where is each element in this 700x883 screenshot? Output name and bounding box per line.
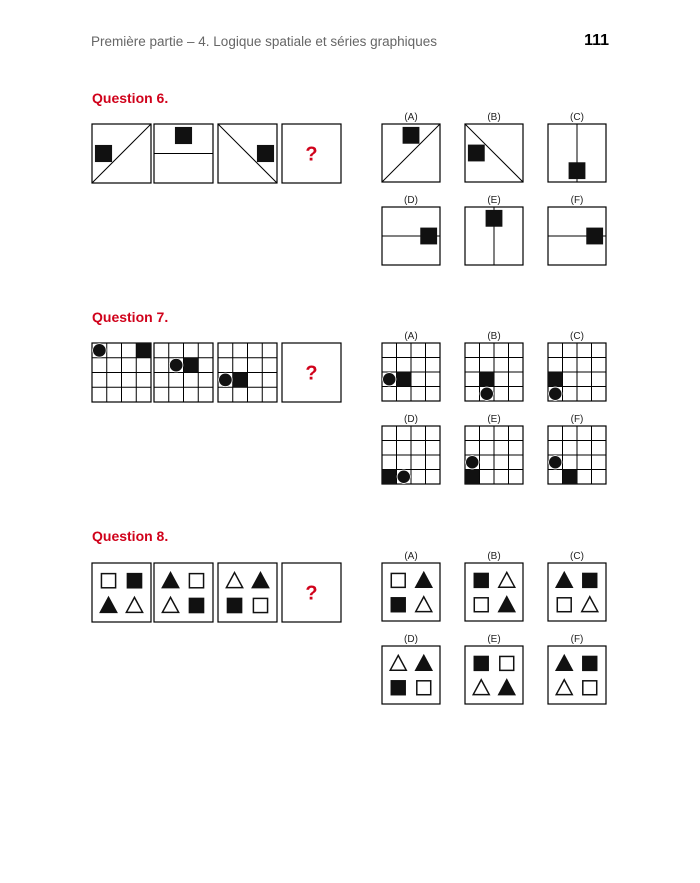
filled-square [227,598,241,612]
question-7-title: Question 7. [92,309,169,325]
open-square [189,574,203,588]
question-6-figures [92,112,606,265]
option-label: (C) [570,551,584,562]
filled-square [583,573,597,587]
open-square [474,598,488,612]
sequence-box [92,563,151,622]
option-label: (D) [404,414,418,425]
running-header: Première partie – 4. Logique spatiale et séries graphiques [91,34,437,49]
open-square [557,598,571,612]
black-circle [549,456,562,469]
option-box [382,195,440,265]
open-square [583,681,597,695]
black-square [382,470,397,485]
black-square [586,228,603,245]
question-mark: ? [305,143,318,166]
open-square [391,573,405,587]
filled-square [474,656,488,670]
option-box [548,414,606,484]
open-square [101,574,115,588]
option-box [548,551,606,621]
option-box [465,331,523,401]
black-circle [219,373,233,387]
option-box [465,551,523,621]
option-label: (B) [487,551,501,562]
option-label: (B) [487,331,501,342]
filled-square [189,598,203,612]
option-label: (F) [570,195,584,206]
black-square [569,162,586,179]
sequence-box [92,343,151,402]
black-square [420,228,437,245]
option-box [382,331,440,401]
black-circle [480,387,493,400]
open-square [253,598,267,612]
sequence-row [92,343,341,402]
sequence-box [218,343,277,402]
black-circle [169,358,183,372]
unknown-box [282,343,341,402]
option-label: (F) [570,414,584,425]
black-square [480,372,495,387]
black-square [175,127,192,144]
option-box [548,112,606,182]
option-label: (A) [404,331,418,342]
question-7-figures [92,331,606,484]
options-grid [382,551,606,704]
black-circle [549,387,562,400]
option-label: (C) [570,112,584,123]
sequence-box [154,124,213,183]
option-box [382,414,440,484]
sequence-box [92,124,151,183]
option-label: (F) [570,634,584,645]
option-box [382,112,440,182]
option-box [465,112,523,182]
black-square [548,372,563,387]
sequence-row [92,563,341,622]
option-label: (C) [570,331,584,342]
filled-square [127,574,141,588]
option-label: (E) [487,634,501,645]
option-box [465,195,523,265]
question-6-title: Question 6. [92,90,169,106]
open-square [417,681,431,695]
open-square [500,656,514,670]
sequence-row [92,124,341,183]
black-square [136,343,151,358]
black-square [397,372,412,387]
option-label: (B) [487,112,501,123]
option-label: (A) [404,112,418,123]
black-square [486,210,503,227]
filled-square [583,656,597,670]
black-square [563,470,578,485]
black-square [95,145,112,162]
option-label: (D) [404,195,418,206]
options-grid [382,331,606,484]
black-square [257,145,274,162]
option-box [382,551,440,621]
option-box [382,634,440,704]
black-square [468,145,485,162]
black-square [233,373,248,388]
option-box [548,634,606,704]
option-box [548,195,606,265]
black-circle [93,344,107,358]
unknown-box [282,563,341,622]
black-square [403,127,420,144]
sequence-box [218,563,277,622]
question-mark: ? [305,362,318,385]
question-8-title: Question 8. [92,528,169,544]
sequence-box [154,343,213,402]
sequence-box [218,124,277,183]
black-circle [466,456,479,469]
option-box [465,634,523,704]
black-circle [383,373,396,386]
filled-square [391,681,405,695]
option-label: (D) [404,634,418,645]
black-square [465,470,480,485]
option-label: (E) [487,195,501,206]
question-8-figures [92,551,606,704]
option-box [465,414,523,484]
sequence-box [154,563,213,622]
black-circle [397,470,410,483]
option-label: (E) [487,414,501,425]
unknown-box [282,124,341,183]
option-box [548,331,606,401]
black-square [184,358,199,373]
question-mark: ? [305,582,318,605]
filled-square [391,598,405,612]
options-grid [382,112,606,265]
option-label: (A) [404,551,418,562]
filled-square [474,573,488,587]
page-number: 111 [584,32,609,49]
